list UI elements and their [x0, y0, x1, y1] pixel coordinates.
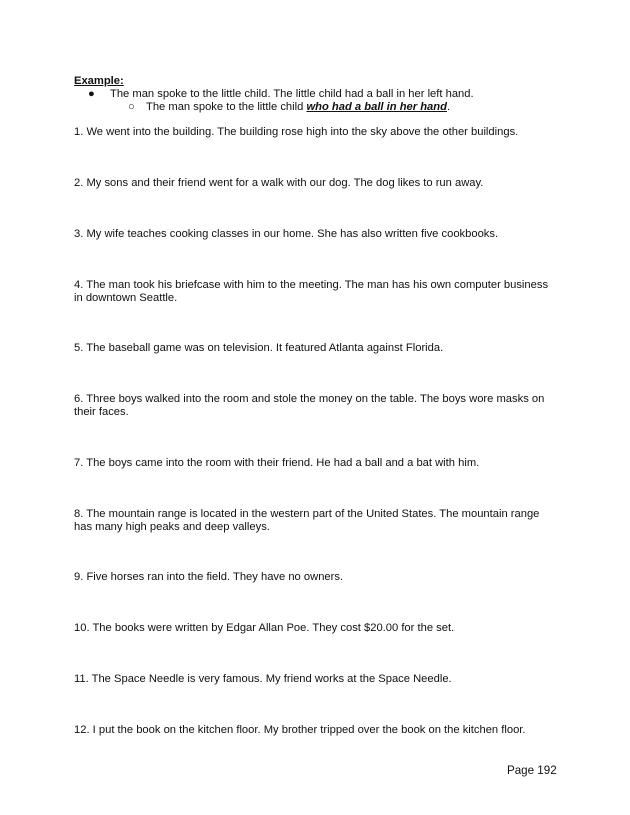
exercise-item-10: 10. The books were written by Edgar Allan Poe. They cost $20.00 for the set. — [74, 622, 455, 634]
example-answer-emphasis: who had a ball in her hand — [306, 101, 447, 113]
bullet-dot-icon: ● — [88, 88, 95, 100]
exercise-item-4: 4. The man took his briefcase with him to the meeting. The man has his own computer business in downtown Seattle. — [74, 279, 549, 304]
exercise-item-11: 11. The Space Needle is very famous. My friend works at the Space Needle. — [74, 673, 452, 685]
example-answer-prefix: The man spoke to the little child — [146, 101, 307, 113]
exercise-item-5: 5. The baseball game was on television. It featured Atlanta against Florida. — [74, 342, 444, 354]
example-answer-suffix: . — [446, 101, 451, 113]
example-answer-sentence — [128, 101, 548, 114]
example-given-text: The man spoke to the little child. The little child had a ball in her left hand. — [110, 88, 474, 100]
bullet-circle-icon: ○ — [128, 101, 135, 113]
exercise-item-9: 9. Five horses ran into the field. They have no owners. — [74, 571, 344, 583]
exercise-item-8: 8. The mountain range is located in the western part of the United States. The mountain range has many high peaks and deep valleys. — [74, 508, 540, 533]
exercise-item-3: 3. My wife teaches cooking classes in our home. She has also written five cookbooks. — [74, 228, 499, 240]
exercise-item-6: 6. Three boys walked into the room and stole the money on the table. The boys wore masks on their faces. — [74, 393, 545, 418]
example-given-sentence — [88, 88, 548, 101]
exercise-item-2: 2. My sons and their friend went for a walk with our dog. The dog likes to run away. — [74, 177, 484, 189]
exercise-item-12: 12. I put the book on the kitchen floor. My brother tripped over the book on the kitchen floor. — [74, 724, 526, 736]
exercise-item-1: 1. We went into the building. The building rose high into the sky above the other buildings. — [74, 126, 519, 138]
exercise-item-7: 7. The boys came into the room with their friend. He had a ball and a bat with him. — [74, 457, 480, 469]
example-heading: Example: — [74, 75, 124, 87]
page-number: Page 192 — [507, 764, 557, 777]
